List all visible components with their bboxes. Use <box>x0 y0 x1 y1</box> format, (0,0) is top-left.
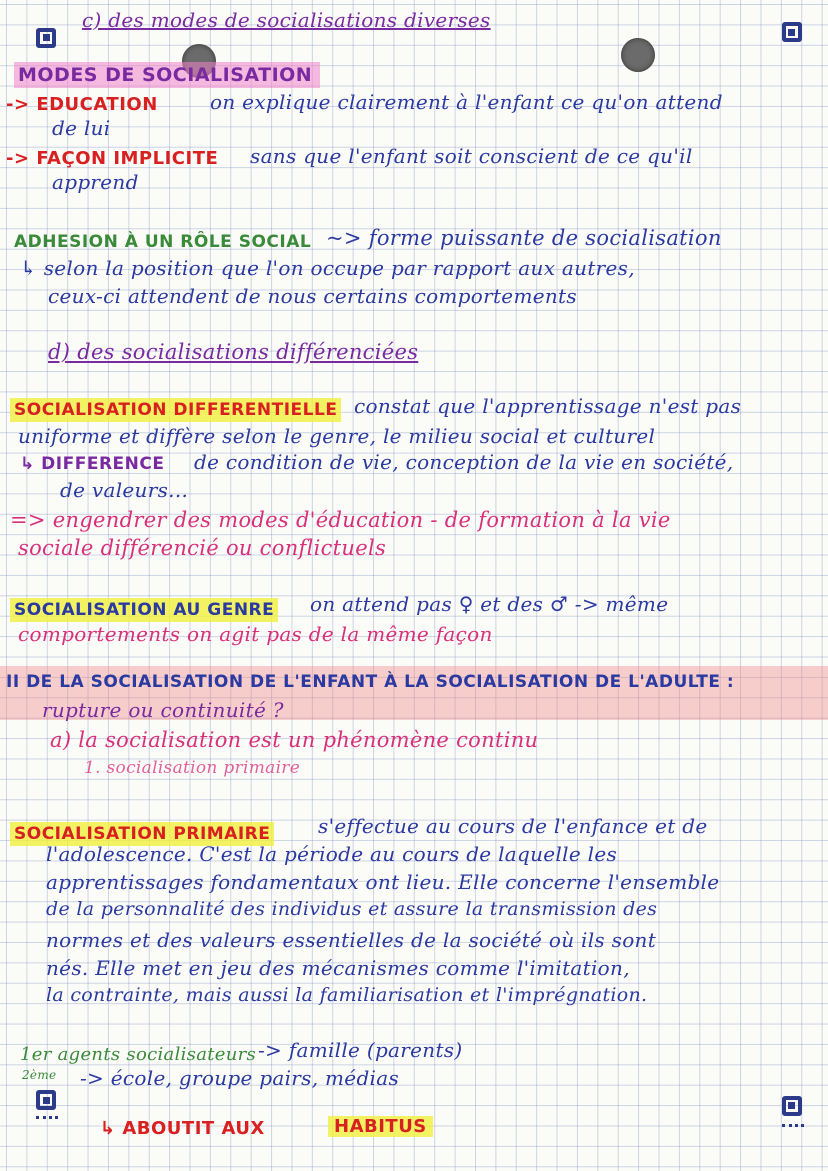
text-line: uniforme et diffère selon le genre, le milieu social et culturel <box>18 424 656 448</box>
text-line: l'adolescence. C'est la période au cours de laquelle les <box>46 842 618 866</box>
label-aboutit-aux: ↳ ABOUTIT AUX <box>100 1118 265 1139</box>
label-difference: ↳ DIFFERENCE <box>20 454 165 474</box>
subsection-1-title: 1. socialisation primaire <box>84 758 301 778</box>
text-line: la contrainte, mais aussi la familiarisation et l'imprégnation. <box>46 984 648 1006</box>
text-line: normes et des valeurs essentielles de la société où ils sont <box>46 928 657 952</box>
corner-mark-bottom-left-icon <box>36 1090 56 1110</box>
binder-hole-right <box>621 38 655 72</box>
part-ii-subtitle: rupture ou continuité ? <box>42 698 284 722</box>
text-line: s'effectue au cours de l'enfance et de <box>318 814 708 838</box>
label-socialisation-primaire: SOCIALISATION PRIMAIRE <box>10 822 274 846</box>
section-c-title: c) des modes de socialisations diverses <box>82 8 491 32</box>
label-habitus: HABITUS <box>328 1116 433 1137</box>
subsection-a-title: a) la socialisation est un phénomène continu <box>50 728 539 752</box>
text-line: de condition de vie, conception de la vie en société, <box>194 450 734 474</box>
dotted-mark-icon <box>782 1124 804 1131</box>
dotted-mark-icon <box>36 1116 58 1123</box>
text-line: on attend pas ♀ et des ♂ -> même <box>310 592 669 616</box>
text-2eme: 2ème <box>22 1068 57 1082</box>
text-line: -> école, groupe pairs, médias <box>80 1066 400 1090</box>
text-line: de lui <box>52 116 111 140</box>
text-line: ceux-ci attendent de nous certains comportements <box>48 284 577 308</box>
text-line: ↳ selon la position que l'on occupe par rapport aux autres, <box>20 256 635 280</box>
text-line: constat que l'apprentissage n'est pas <box>354 394 742 418</box>
text-agents-socialisateurs: 1er agents socialisateurs <box>20 1044 257 1065</box>
section-d-title: d) des socialisations différenciées <box>48 340 419 364</box>
label-adhesion-role-social: ADHESION À UN RÔLE SOCIAL <box>14 232 312 252</box>
text-line: sociale différencié ou conflictuels <box>18 536 387 560</box>
text-line: => engendrer des modes d'éducation - de formation à la vie <box>10 508 671 532</box>
part-ii-title: II DE LA SOCIALISATION DE L'ENFANT À LA SOCIALISATION DE L'ADULTE : <box>6 672 735 692</box>
label-socialisation-differentielle: SOCIALISATION DIFFERENTIELLE <box>10 398 341 422</box>
text-line: apprend <box>52 170 139 194</box>
label-education: -> EDUCATION <box>6 94 158 115</box>
text-line: comportements on agit pas de la même façon <box>18 622 493 646</box>
text-line: ~> forme puissante de socialisation <box>326 226 722 250</box>
corner-mark-top-right-icon <box>782 22 802 42</box>
corner-mark-top-left-icon <box>36 28 56 48</box>
text-line: de la personnalité des individus et assure la transmission des <box>46 898 658 920</box>
text-line: sans que l'enfant soit conscient de ce qu'il <box>250 144 693 168</box>
heading-modes-socialisation: MODES DE SOCIALISATION <box>14 62 320 88</box>
text-line: -> famille (parents) <box>258 1038 463 1062</box>
label-socialisation-au-genre: SOCIALISATION AU GENRE <box>10 598 278 622</box>
text-line: on explique clairement à l'enfant ce qu'on attend <box>210 90 723 114</box>
text-line: nés. Elle met en jeu des mécanismes comme l'imitation, <box>46 956 630 980</box>
corner-mark-bottom-right-icon <box>782 1096 802 1116</box>
label-facon-implicite: -> FAÇON IMPLICITE <box>6 148 219 169</box>
text-line: de valeurs... <box>60 478 189 502</box>
text-line: apprentissages fondamentaux ont lieu. Elle concerne l'ensemble <box>46 870 720 894</box>
